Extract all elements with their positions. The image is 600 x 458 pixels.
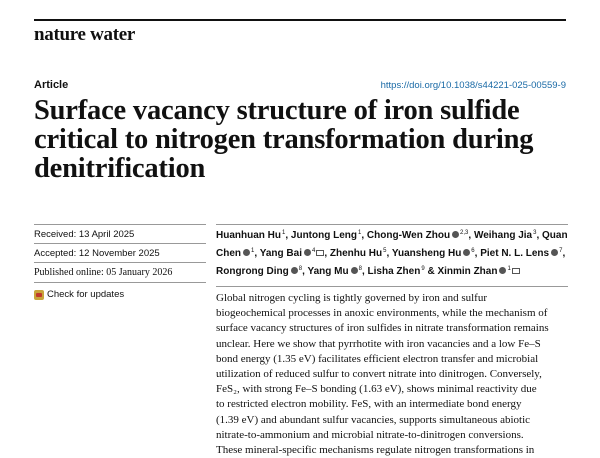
author-name: Lisha Zhen [367,265,421,277]
author-affiliation: 1 [282,230,286,236]
author-affiliation: 1 [358,230,362,236]
author[interactable] [308,266,362,277]
author-name: Xinmin Zhan [437,265,498,277]
abstract-line: to restricted electron mobility. FeS, with an intermediate bond energy [216,398,522,411]
abstract-line: bond energy (1.35 eV) facilitates efficient electron transfer and microbial [216,352,539,365]
meta-divider [34,224,206,225]
abstract-line: unclear. Here we show that pyrrhotite with iron vacancies and a low Fe–S [216,337,541,350]
author-name: Chong-Wen Zhou [366,230,451,241]
author[interactable] [330,248,387,259]
author-affiliation: 7 [559,247,563,254]
orcid-icon[interactable] [463,249,470,256]
abstract-line: Global nitrogen cycling is tightly governed by iron and sulfur [216,292,487,304]
article-title [34,96,574,183]
author-name: Yang Mu [307,265,349,277]
abstract-line: surface vacancy structures of iron sulfides in nitrate transformation remains [216,322,549,335]
author-name: Weihang Jia [473,230,533,241]
orcid-icon[interactable] [243,249,250,256]
authors-rule [216,224,568,225]
author-name: Juntong Leng [290,230,358,241]
author-affiliation: 8 [298,265,303,272]
abstract-line: These mineral-specific mechanisms regulate nitrogen transformations in [216,444,535,457]
abstract [216,291,568,458]
journal-name[interactable]: nature water [34,24,136,45]
author-affiliation: 3 [533,230,537,236]
meta-divider [34,282,206,283]
title-line: denitrification [34,153,206,184]
author-name: Yuansheng Hu [391,247,462,259]
author[interactable] [480,248,562,259]
orcid-icon[interactable] [304,249,311,256]
author-affiliation: 8 [358,265,362,272]
author[interactable] [474,230,537,241]
abstract-line: utilization of reduced sulfur to convert nitrate into dinitrogen. Conversely, [216,368,542,381]
author-list: Huanhuan Hu$^1$, Juntong Leng$^1$, Chong-Wen Zhou $^{2,3}$, Weihang Jia$^3$, Quan Chen $^1$, Yang Bai $^4$ , Zhenhu Hu$^5$, Yuansheng Hu $^6$, Piet N. L. Lens $^7$, Rongrong Ding $^8$, Yang Mu $^8$, Lisha Zhen$^9$ & Xinmin Zhan $^1$ [216,230,568,277]
meta-divider [34,262,206,263]
abstract-line: nitrate-to-ammonium and microbial nitrate-to-dinitrogen conversions. [216,428,524,441]
author[interactable] [392,248,475,259]
published-date: Published online: 05 January 2026 [34,267,173,278]
author-affiliation: 9 [421,265,425,272]
received-date: Received: 13 April 2025 [34,229,135,240]
author[interactable] [368,266,425,277]
check-updates-icon [34,290,44,300]
author[interactable] [260,248,325,259]
author[interactable] [437,266,519,277]
check-for-updates-button[interactable] [34,289,124,300]
author-name: Yang Bai [259,247,302,259]
header-rule [34,19,566,21]
orcid-icon[interactable] [499,267,506,274]
email-icon[interactable] [512,268,520,274]
author-affiliation: 1 [507,265,511,272]
abstract-divider [216,286,568,287]
doi-link[interactable]: https://doi.org/10.1038/s44221-025-00559-9 [380,80,566,91]
email-icon[interactable] [316,250,324,256]
abstract-line: biogeochemical processes in anoxic environments, while the mechanism of [216,307,548,320]
author-affiliation: 5 [383,247,387,254]
author-name: Zhenhu Hu [329,247,383,259]
author-name: Piet N. L. Lens [480,247,550,259]
author[interactable] [291,230,361,241]
orcid-icon[interactable] [452,231,459,238]
article-type: Article [34,79,69,91]
author-name: Rongrong Ding [216,265,289,277]
orcid-icon[interactable] [351,267,358,274]
author-affiliation: 4 [311,247,316,254]
author[interactable] [216,266,302,277]
author-affiliation: 1 [251,247,255,254]
abstract-line: (1.39 eV) and abundant sulfur vacancies, supports simultaneous abiotic [216,413,531,426]
check-updates-label: Check for updates [47,289,125,300]
author-name: Huanhuan Hu [216,230,281,241]
author-affiliation: 6 [471,247,475,254]
author-affiliation: 2,3 [460,230,469,236]
meta-divider [34,243,206,244]
abstract-line: FeS₂, with strong Fe–S bonding (1.63 eV), shows minimal reactivity due [216,383,537,396]
title-line: Surface vacancy structure of iron sulfide [34,95,520,126]
author[interactable] [367,230,468,241]
orcid-icon[interactable] [291,267,298,274]
title-line: critical to nitrogen transformation during [34,124,534,155]
accepted-date: Accepted: 12 November 2025 [34,248,160,259]
orcid-icon[interactable] [551,249,558,256]
author[interactable] [216,230,285,241]
author-name: Quan Chen [216,230,568,259]
